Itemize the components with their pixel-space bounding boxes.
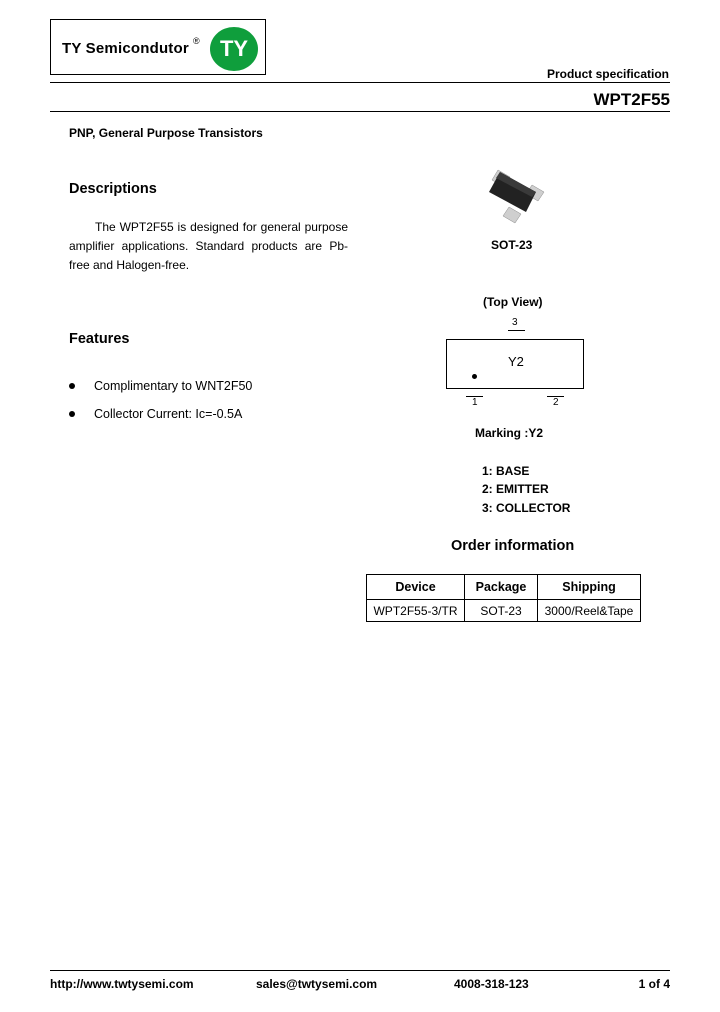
table-cell: SOT-23	[465, 600, 538, 622]
column-header: Shipping	[538, 575, 641, 600]
pin-description: 3: COLLECTOR	[482, 501, 571, 515]
bullet-icon	[69, 383, 75, 389]
table-cell: 3000/Reel&Tape	[538, 600, 641, 622]
description-text: The WPT2F55 is designed for general purpose amplifier applications. Standard products are Pb-free and Halogen-free.	[69, 220, 348, 272]
pin-number: 2	[553, 397, 559, 408]
company-logo	[210, 27, 258, 71]
marking-code: Y2	[508, 354, 524, 369]
footer-website[interactable]: http://www.twtysemi.com	[50, 977, 194, 991]
page-number: 1 of 4	[638, 977, 670, 991]
order-table	[366, 574, 641, 622]
table-header-row	[367, 575, 641, 600]
header-divider	[50, 82, 670, 83]
company-name: TY Semicondutor	[62, 40, 189, 57]
footer-phone: 4008-318-123	[454, 977, 529, 991]
pin-lead	[508, 330, 525, 331]
descriptions-heading: Descriptions	[69, 181, 157, 197]
pin-number: 3	[512, 317, 518, 328]
spec-label: Product specification	[546, 67, 669, 81]
footer-divider	[50, 970, 670, 971]
package-lead	[503, 207, 521, 223]
feature-text: Complimentary to WNT2F50	[94, 379, 253, 393]
feature-item	[69, 407, 242, 421]
table-row	[367, 600, 641, 622]
column-header: Device	[367, 575, 465, 600]
sot23-package-image	[480, 160, 550, 224]
feature-item	[69, 379, 252, 393]
pin-number: 1	[472, 397, 478, 408]
pin-description: 2: EMITTER	[482, 482, 549, 496]
part-number: WPT2F55	[593, 90, 670, 109]
logo-letters: TY	[219, 36, 249, 61]
header-divider-bottom	[50, 111, 670, 112]
package-name: SOT-23	[491, 238, 533, 252]
registered-mark: ®	[193, 36, 200, 46]
pin1-indicator-icon	[472, 374, 477, 379]
marking-label: Marking :Y2	[475, 426, 544, 440]
page-subtitle: PNP, General Purpose Transistors	[69, 126, 263, 140]
bullet-icon	[69, 411, 75, 417]
top-view-label: (Top View)	[483, 295, 543, 309]
pin-description: 1: BASE	[482, 464, 530, 478]
column-header: Package	[465, 575, 538, 600]
features-heading: Features	[69, 331, 130, 347]
order-heading: Order information	[451, 538, 575, 554]
feature-text: Collector Current: Ic=-0.5A	[94, 407, 243, 421]
table-cell: WPT2F55-3/TR	[367, 600, 465, 622]
footer-email[interactable]: sales@twtysemi.com	[256, 977, 378, 991]
